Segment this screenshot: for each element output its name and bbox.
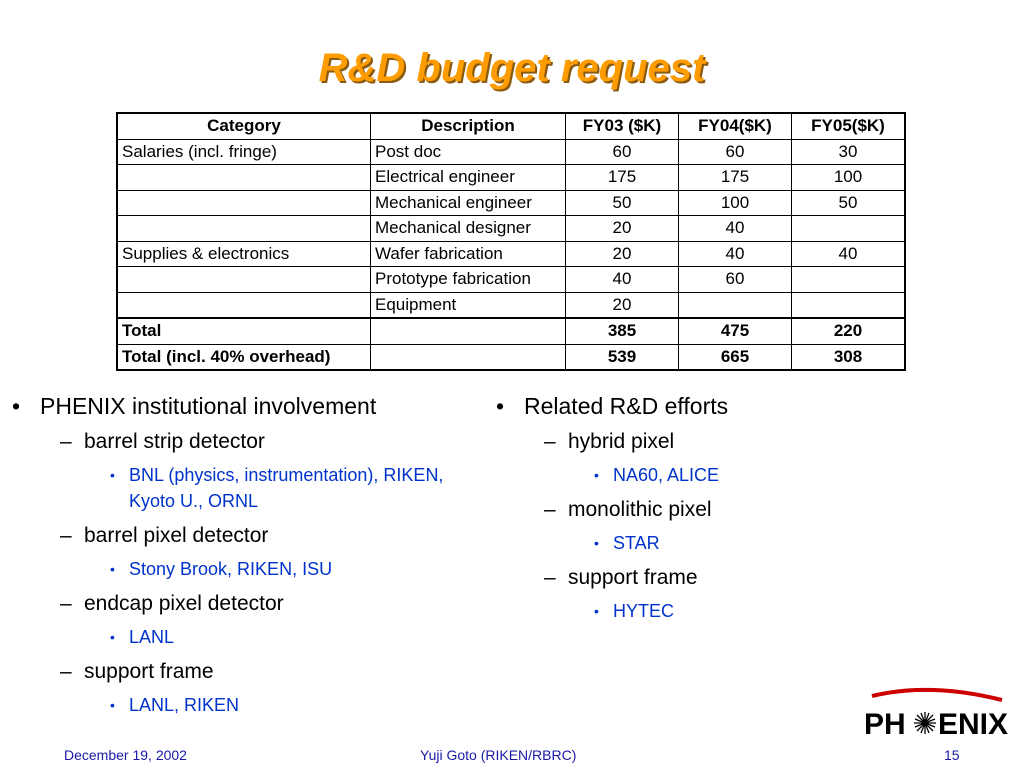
cell-fy04: 60 xyxy=(679,267,792,293)
header-fy03: FY03 ($K) xyxy=(566,113,679,139)
left-bullet-column xyxy=(0,393,520,728)
table-row xyxy=(117,165,905,191)
table-row xyxy=(117,216,905,242)
cell-fy04: 40 xyxy=(679,216,792,242)
cell-description: Equipment xyxy=(371,292,566,318)
list-item: – hybrid pixel xyxy=(484,430,1004,454)
cell-fy05: 50 xyxy=(792,190,906,216)
header-fy05: FY05($K) xyxy=(792,113,906,139)
list-subitem: • NA60, ALICE xyxy=(484,462,1004,488)
cell-fy05: 30 xyxy=(792,139,906,165)
cell-total-fy03: 385 xyxy=(566,318,679,344)
cell-category xyxy=(117,216,371,242)
cell-overhead-fy04: 665 xyxy=(679,344,792,370)
cell-fy03: 50 xyxy=(566,190,679,216)
slide-title: R&D budget request xyxy=(318,46,706,90)
logo-starburst-icon xyxy=(914,712,936,734)
cell-description: Prototype fabrication xyxy=(371,267,566,293)
list-item: – barrel pixel detector xyxy=(0,524,520,548)
cell-fy05: 40 xyxy=(792,241,906,267)
footer-date: December 19, 2002 xyxy=(64,747,187,763)
cell-total-fy04: 475 xyxy=(679,318,792,344)
cell-description: Post doc xyxy=(371,139,566,165)
cell-total-label: Total xyxy=(117,318,371,344)
cell-description: Mechanical designer xyxy=(371,216,566,242)
cell-fy04: 100 xyxy=(679,190,792,216)
cell-fy03: 20 xyxy=(566,292,679,318)
cell-fy05 xyxy=(792,216,906,242)
footer-author: Yuji Goto (RIKEN/RBRC) xyxy=(420,747,577,763)
right-bullet-column xyxy=(484,393,1004,634)
list-subitem: • STAR xyxy=(484,530,1004,556)
list-subitem: • LANL, RIKEN xyxy=(0,692,520,718)
total-row xyxy=(117,318,905,344)
list-subitem: • HYTEC xyxy=(484,598,1004,624)
cell-fy05 xyxy=(792,292,906,318)
cell-fy03: 60 xyxy=(566,139,679,165)
phenix-logo xyxy=(860,686,1018,744)
header-description: Description xyxy=(371,113,566,139)
cell-category xyxy=(117,292,371,318)
list-item: – monolithic pixel xyxy=(484,498,1004,522)
list-subitem: • LANL xyxy=(0,624,520,650)
cell-fy03: 20 xyxy=(566,216,679,242)
cell-total-fy05: 220 xyxy=(792,318,906,344)
cell-fy04: 40 xyxy=(679,241,792,267)
header-fy04: FY04($K) xyxy=(679,113,792,139)
list-item: – support frame xyxy=(484,566,1004,590)
header-category: Category xyxy=(117,113,371,139)
left-heading: • PHENIX institutional involvement xyxy=(0,393,520,420)
cell-overhead-description xyxy=(371,344,566,370)
footer-page-number: 15 xyxy=(944,747,960,763)
list-subitem: • BNL (physics, instrumentation), RIKEN, Kyoto U., ORNL xyxy=(0,462,459,514)
cell-fy03: 40 xyxy=(566,267,679,293)
total-overhead-row xyxy=(117,344,905,370)
cell-category xyxy=(117,267,371,293)
logo-arc xyxy=(872,690,1002,700)
cell-fy03: 20 xyxy=(566,241,679,267)
cell-fy04: 60 xyxy=(679,139,792,165)
cell-description: Mechanical engineer xyxy=(371,190,566,216)
cell-category xyxy=(117,165,371,191)
cell-fy03: 175 xyxy=(566,165,679,191)
cell-category: Supplies & electronics xyxy=(117,241,371,267)
table-row xyxy=(117,267,905,293)
cell-description: Electrical engineer xyxy=(371,165,566,191)
table-header-row xyxy=(117,113,905,139)
cell-overhead-fy03: 539 xyxy=(566,344,679,370)
table-row xyxy=(117,190,905,216)
list-item: – support frame xyxy=(0,660,520,684)
cell-description: Wafer fabrication xyxy=(371,241,566,267)
right-heading: • Related R&D efforts xyxy=(484,393,1004,420)
table-row xyxy=(117,241,905,267)
cell-fy05: 100 xyxy=(792,165,906,191)
table-row xyxy=(117,139,905,165)
cell-fy04: 175 xyxy=(679,165,792,191)
cell-fy04 xyxy=(679,292,792,318)
cell-overhead-fy05: 308 xyxy=(792,344,906,370)
logo-text-left: PH xyxy=(864,708,906,741)
list-item: – barrel strip detector xyxy=(0,430,520,454)
list-subitem: • Stony Brook, RIKEN, ISU xyxy=(0,556,520,582)
logo-text-right: ENIX xyxy=(938,708,1009,741)
table-row xyxy=(117,292,905,318)
list-item: – endcap pixel detector xyxy=(0,592,520,616)
cell-total-description xyxy=(371,318,566,344)
cell-fy05 xyxy=(792,267,906,293)
cell-category: Salaries (incl. fringe) xyxy=(117,139,371,165)
cell-category xyxy=(117,190,371,216)
budget-table xyxy=(116,112,906,371)
cell-overhead-label: Total (incl. 40% overhead) xyxy=(117,344,371,370)
